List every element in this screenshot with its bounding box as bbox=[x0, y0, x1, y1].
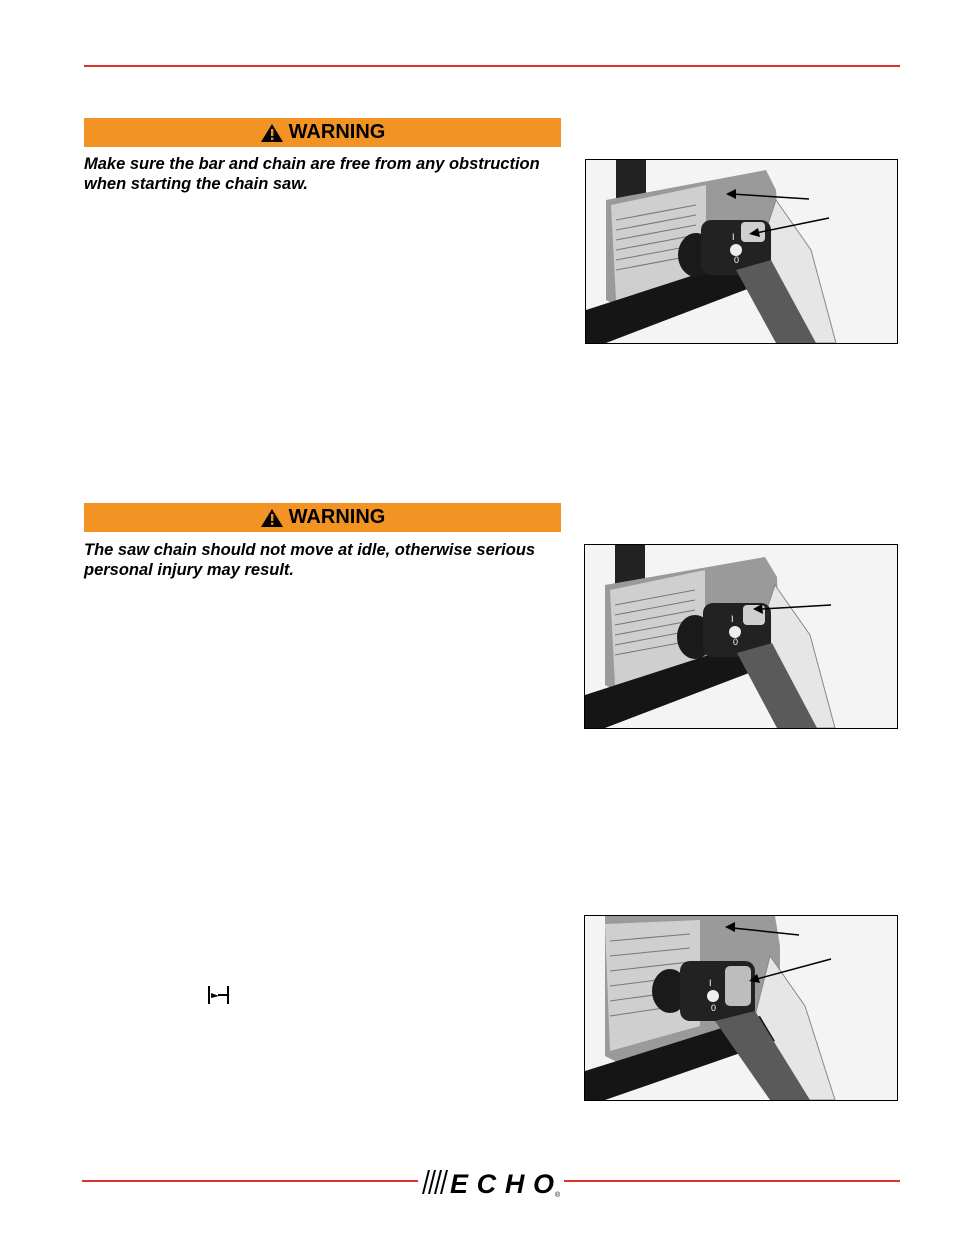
registered-mark: ® bbox=[555, 1192, 561, 1198]
footer-rule-left bbox=[82, 1180, 418, 1182]
warning-triangle-icon bbox=[260, 508, 284, 528]
warning-text-2: The saw chain should not move at idle, otherwise serious personal injury may result. bbox=[84, 541, 536, 579]
dial-mark-off: 0 bbox=[711, 1003, 717, 1013]
logo-text: ECHO bbox=[450, 1169, 554, 1198]
footer-rule-right bbox=[564, 1180, 900, 1182]
choke-symbol-icon bbox=[206, 985, 232, 1005]
chainsaw-photo-3 bbox=[584, 915, 898, 1101]
dial-mark-off: 0 bbox=[733, 637, 739, 647]
warning-banner-2 bbox=[84, 503, 561, 532]
dial-mark-on: I bbox=[709, 978, 712, 988]
warning-label-1: WARNING bbox=[288, 121, 386, 143]
dial-mark-on: I bbox=[731, 614, 734, 624]
dial-mark-off: 0 bbox=[734, 255, 740, 265]
warning-text-1: Make sure the bar and chain are free from any obstruction when starting the chain saw. bbox=[84, 155, 540, 193]
warning-label-2: WARNING bbox=[288, 506, 386, 528]
chainsaw-photo-2 bbox=[584, 544, 898, 729]
header-rule bbox=[84, 65, 900, 67]
warning-banner-1 bbox=[84, 118, 561, 147]
echo-logo bbox=[420, 1168, 562, 1198]
warning-triangle-icon bbox=[260, 123, 284, 143]
dial-mark-on: I bbox=[732, 232, 735, 242]
chainsaw-photo-1 bbox=[585, 159, 898, 344]
